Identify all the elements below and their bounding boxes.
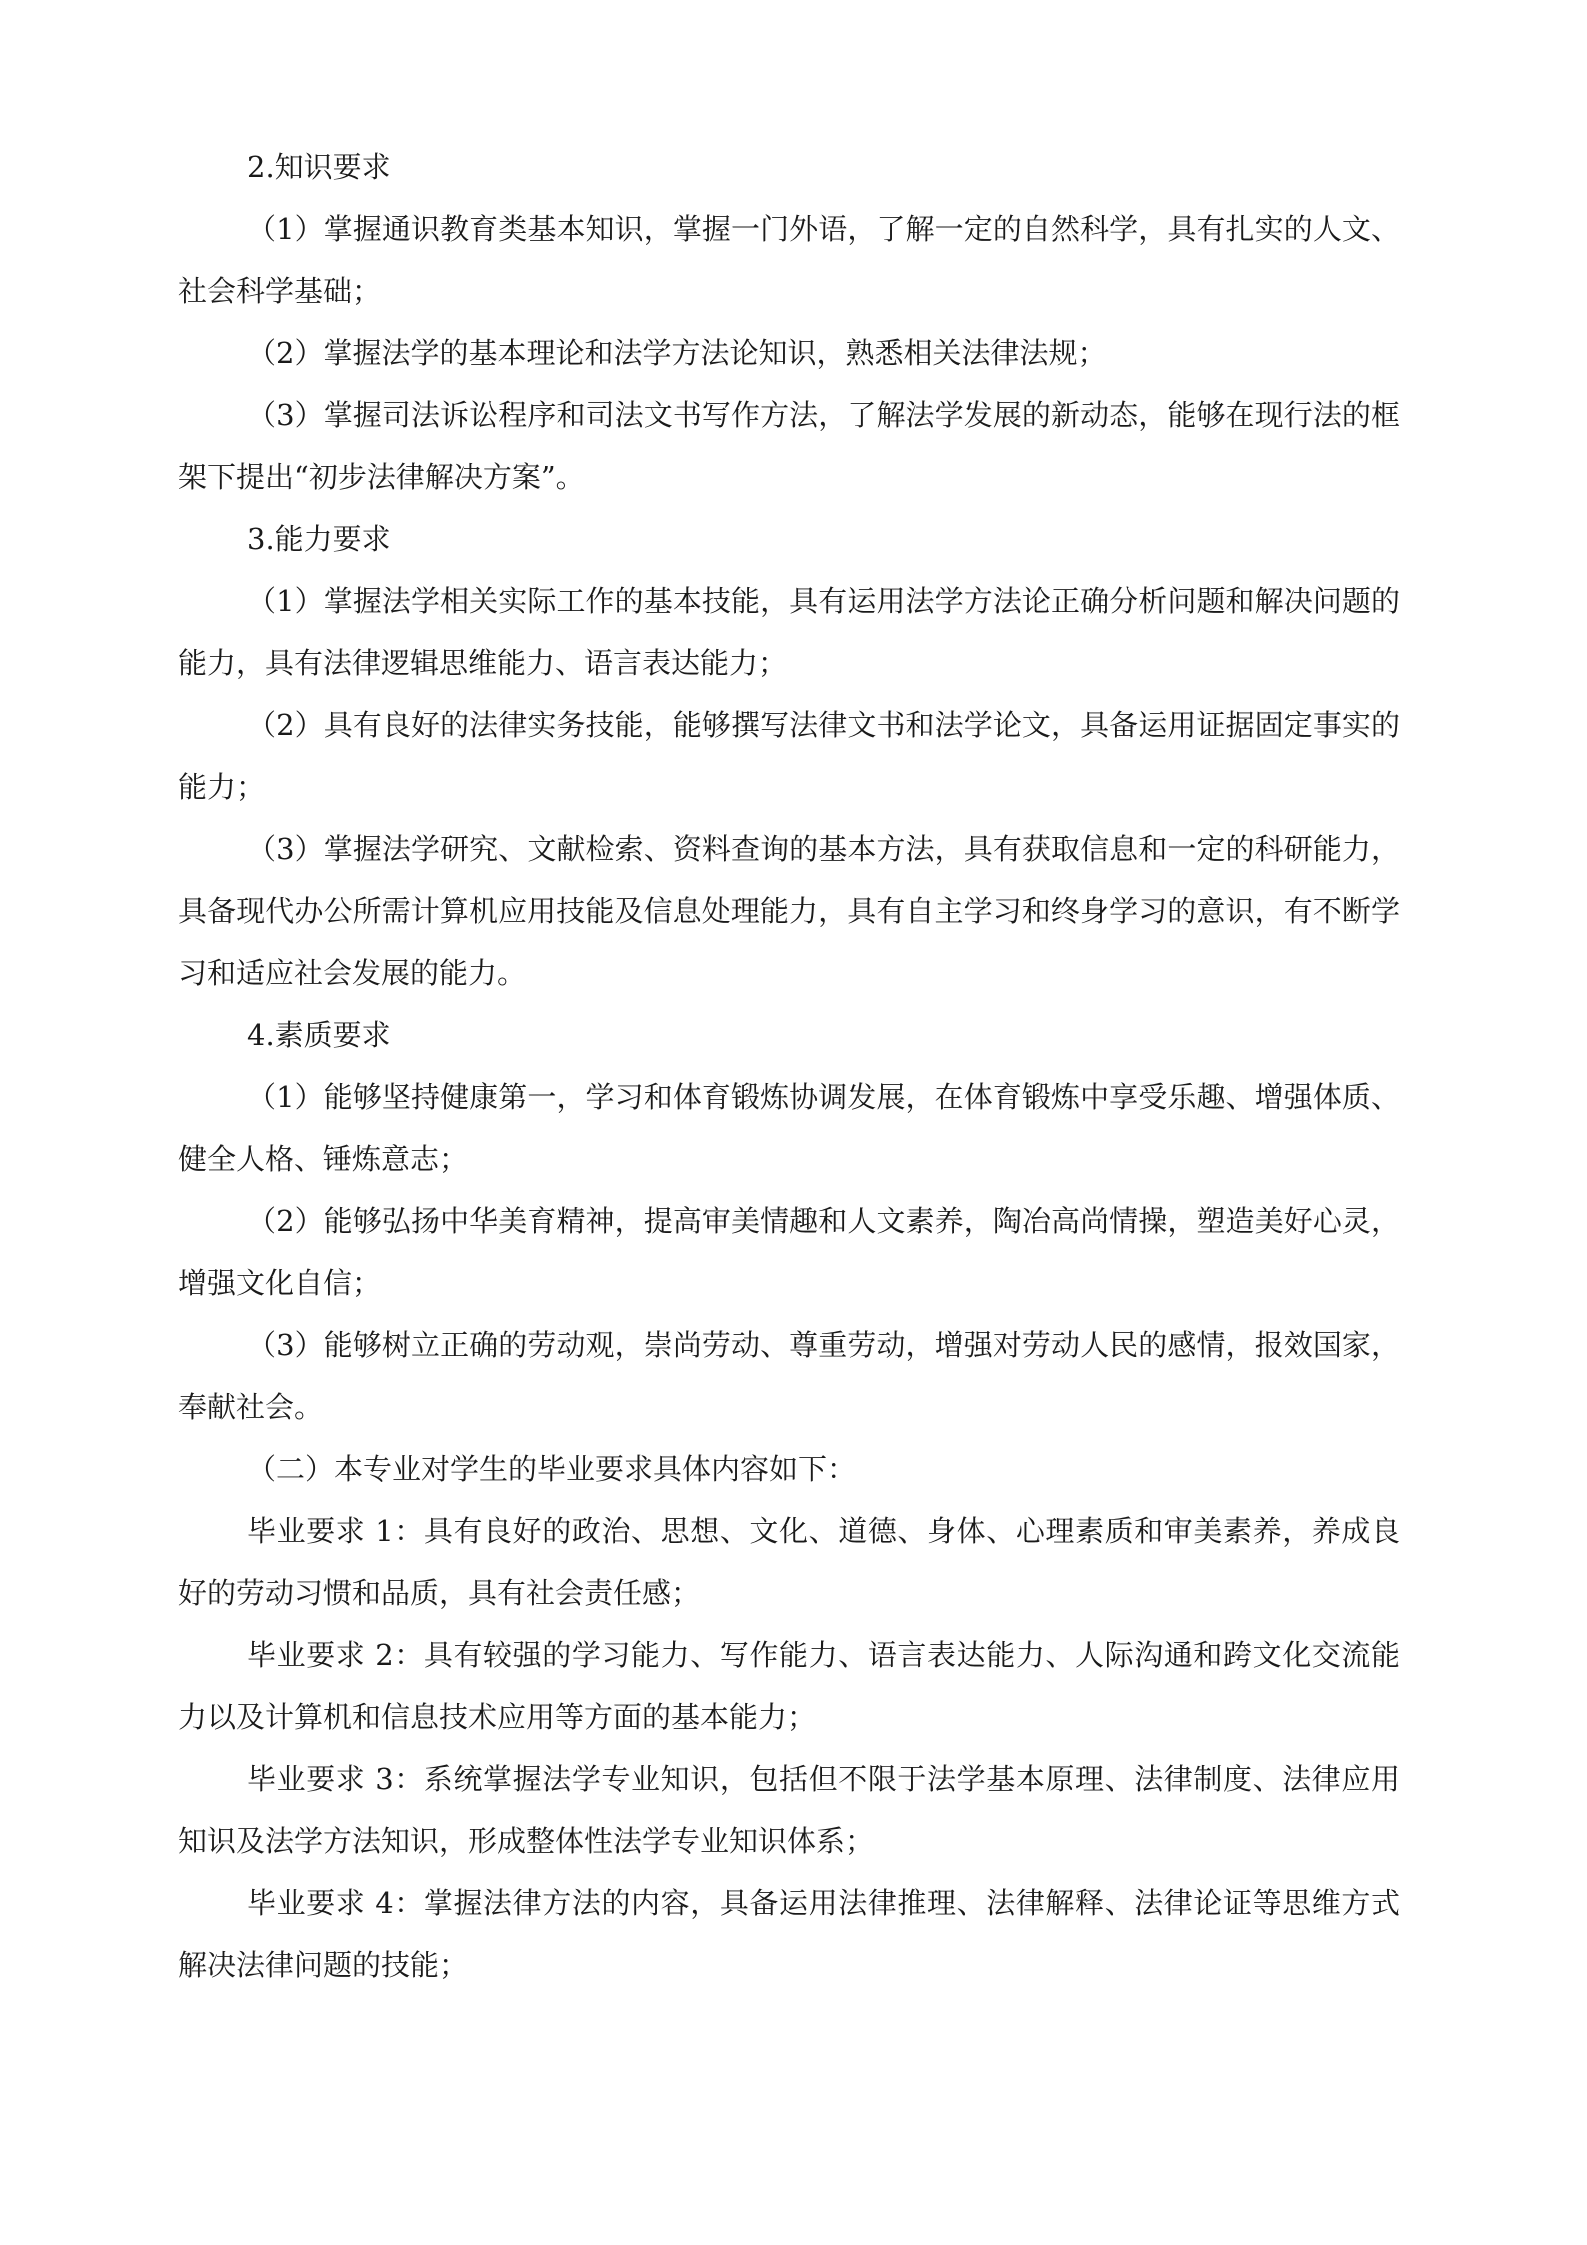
section-heading-quality: 4.素质要求 [247,1018,391,1052]
paragraph: （3）掌握司法诉讼程序和司法文书写作方法，了解法学发展的新动态，能够在现行法的框架下提出“初步法律解决方案”。 [178,398,1400,494]
graduation-requirement: 毕业要求 2：具有较强的学习能力、写作能力、语言表达能力、人际沟通和跨文化交流能力以及计算机和信息技术应用等方面的基本能力； [178,1638,1400,1734]
paragraph: （2）具有良好的法律实务技能，能够撰写法律文书和法学论文，具备运用证据固定事实的能力； [178,708,1400,804]
paragraph: （2）能够弘扬中华美育精神，提高审美情趣和人文素养，陶冶高尚情操，塑造美好心灵，增强文化自信； [178,1204,1400,1300]
section-heading-graduation: （二）本专业对学生的毕业要求具体内容如下： [247,1452,857,1486]
graduation-requirement: 毕业要求 3：系统掌握法学专业知识，包括但不限于法学基本原理、法律制度、法律应用知识及法学方法知识，形成整体性法学专业知识体系； [178,1762,1400,1858]
graduation-requirement: 毕业要求 4：掌握法律方法的内容，具备运用法律推理、法律解释、法律论证等思维方式解决法律问题的技能； [178,1886,1400,1982]
graduation-requirement: 毕业要求 1：具有良好的政治、思想、文化、道德、身体、心理素质和审美素养，养成良好的劳动习惯和品质，具有社会责任感； [178,1514,1400,1610]
paragraph: （1）掌握法学相关实际工作的基本技能，具有运用法学方法论正确分析问题和解决问题的能力，具有法律逻辑思维能力、语言表达能力； [178,584,1400,680]
section-heading-knowledge: 2.知识要求 [247,150,391,184]
paragraph: （3）能够树立正确的劳动观，崇尚劳动、尊重劳动，增强对劳动人民的感情，报效国家，奉献社会。 [178,1328,1400,1424]
document-body [178,136,1400,1996]
section-heading-ability: 3.能力要求 [247,522,391,556]
paragraph: （3）掌握法学研究、文献检索、资料查询的基本方法，具有获取信息和一定的科研能力，具备现代办公所需计算机应用技能及信息处理能力，具有自主学习和终身学习的意识，有不断学习和适应社会发展的能力。 [178,832,1400,990]
paragraph: （1）能够坚持健康第一，学习和体育锻炼协调发展，在体育锻炼中享受乐趣、增强体质、健全人格、锤炼意志； [178,1080,1400,1176]
paragraph: （1）掌握通识教育类基本知识，掌握一门外语，了解一定的自然科学，具有扎实的人文、社会科学基础； [178,212,1400,308]
paragraph: （2）掌握法学的基本理论和法学方法论知识，熟悉相关法律法规； [247,336,1107,370]
